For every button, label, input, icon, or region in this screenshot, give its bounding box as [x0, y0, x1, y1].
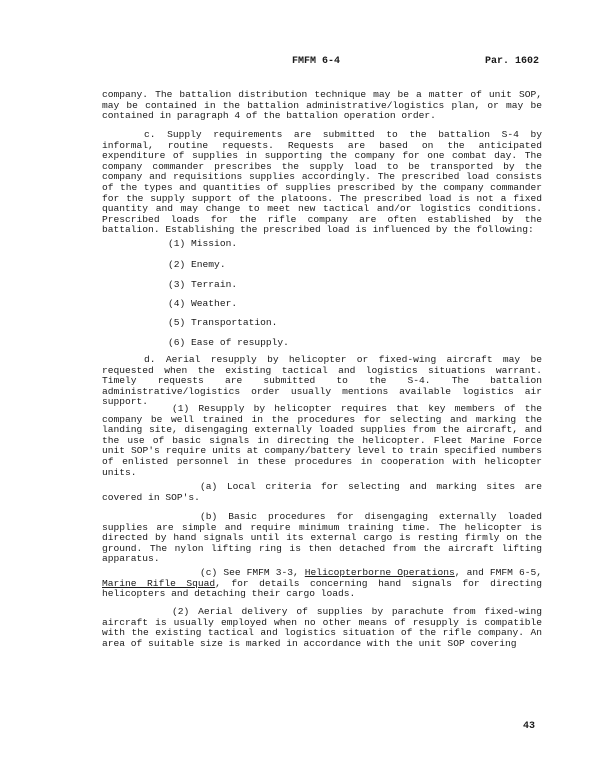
list-item: (1) Mission.: [168, 238, 238, 249]
page-number: 43: [523, 721, 536, 732]
d1c-text: , and FMFM 6-5,: [454, 567, 543, 578]
paragraph-c: c. Supply requirements are submitted to the battalion S-4 by informal, routine requests. Requests are based on the anticipated expenditure of supplies in supporting the company for one combat day. The company commander prescribes the supply load to be transported by the company and requisitions supplies accordingly. The prescribed load consists of the types and quantities of supplies prescribed by the company commander for the supply support of the platoons. The prescribed load is not a fixed quantity and may change to meet new tactical and/or logistics conditions. Prescribed loads for the rifle company are often established by the battalion. Establishing the prescribed load is influenced by the following:: [102, 129, 542, 236]
manual-header: FMFM 6-4: [292, 56, 341, 67]
paragraph-d: d. Aerial resupply by helicopter or fixed-wing aircraft may be requested when the existing tactical and logistics situations warrant. Timely requests are submitted to the S-4. The battalion administrative/logistics order usually mentions available logistics air support.: [102, 354, 542, 408]
list-item: (5) Transportation.: [168, 317, 278, 328]
paragraph-d1c: [102, 568, 542, 600]
list-item: (2) Enemy.: [168, 259, 226, 270]
d1c-text: , for details concerning hand signals for directing helicopters and detaching their cargo loads.: [102, 577, 542, 600]
d1c-text: (c) See FMFM 3-3,: [200, 567, 305, 578]
intro-paragraph: company. The battalion distribution technique may be a matter of unit SOP, may be contained in the battalion administrative/logistics plan, or may be contained in paragraph 4 of the battalion operation order.: [102, 89, 542, 122]
paragraph-d2: (2) Aerial delivery of supplies by parachute from fixed-wing aircraft is usually employed when no other means of resupply is compatible with the existing tactical and logistics situation of the rifle company. An area of suitable size is marked in accordance with the unit SOP covering: [102, 606, 542, 649]
reference-title-rifle-squad: Marine Rifle Squad: [102, 577, 216, 589]
list-item: (3) Terrain.: [168, 279, 238, 290]
list-item: (6) Ease of resupply.: [168, 337, 289, 348]
reference-title-helicopterborne: Helicopterborne Operations: [304, 567, 455, 578]
paragraph-d1: (1) Resupply by helicopter requires that key members of the company be well trained in the procedures for selecting and marking the landing site, disengaging externally loaded supplies from the aircraft, and the use of basic signals in directing the helicopter. Fleet Marine Force unit SOP's require units at company/battery level to train specified numbers of enlisted personnel in these procedures in cooperation with helicopter units.: [102, 403, 542, 478]
paragraph-header: Par. 1602: [485, 56, 540, 67]
paragraph-d1a: (a) Local criteria for selecting and marking sites are covered in SOP's.: [102, 481, 542, 503]
list-item: (4) Weather.: [168, 298, 238, 309]
paragraph-d1b: (b) Basic procedures for disengaging externally loaded supplies are simple and require minimum training time. The helicopter is directed by hand signals until its external cargo is resting firmly on the ground. The nylon lifting ring is then detached from the aircraft lifting apparatus.: [102, 511, 542, 565]
